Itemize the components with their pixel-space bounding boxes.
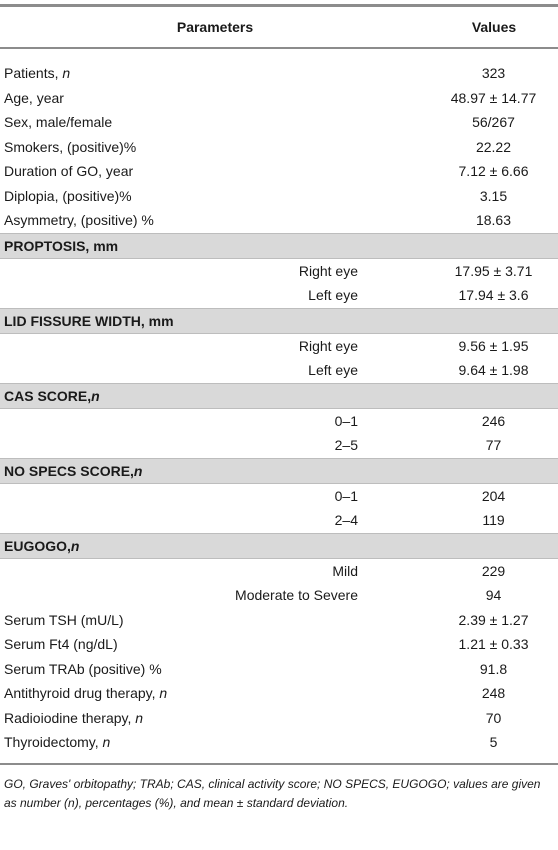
table-row: [0, 706, 558, 731]
row-value: 1.21 ± 0.33: [458, 636, 529, 653]
row-label: Diplopia, (positive)%: [4, 187, 132, 204]
row-label: Sex, male/female: [4, 114, 113, 131]
table-row: [0, 86, 558, 111]
table-row: [0, 159, 558, 184]
row-value: 246: [481, 412, 506, 429]
row-label: 2–4: [334, 512, 358, 529]
table-row: [0, 409, 558, 434]
table-row: [0, 632, 558, 657]
row-value: 91.8: [479, 660, 508, 677]
table-row: [0, 433, 558, 458]
row-value: 94: [485, 587, 502, 604]
row-label: Serum Ft4 (ng/dL): [4, 636, 118, 653]
table-row: [0, 657, 558, 682]
table-row: [0, 61, 558, 86]
table-footnote: GO, Graves' orbitopathy; TRAb; CAS, clinical activity score; NO SPECS, EUGOGO; values are given as number (n), percentages (%), and mean ± standard deviation.: [4, 776, 541, 810]
row-value: 2.39 ± 1.27: [458, 611, 529, 628]
row-label: Radioiodine therapy, n: [4, 709, 144, 726]
row-value: 17.94 ± 3.6: [458, 287, 529, 304]
table-row: [0, 334, 558, 359]
row-value: 204: [481, 487, 506, 504]
row-value: 56/267: [472, 114, 515, 131]
row-label: Serum TRAb (positive) %: [4, 660, 162, 677]
row-label: Left eye: [308, 362, 358, 379]
table-header: [0, 7, 558, 49]
row-value: 229: [481, 562, 506, 579]
row-label: 2–5: [334, 437, 358, 454]
table-row: [0, 559, 558, 584]
table-row: [0, 110, 558, 135]
row-value: 18.63: [475, 212, 512, 229]
row-label: Antithyroid drug therapy, n: [4, 685, 168, 702]
row-label: Left eye: [308, 287, 358, 304]
row-label: Moderate to Severe: [235, 587, 358, 604]
section-header-proptosis: PROPTOSIS, mm: [0, 233, 558, 259]
table-row: [0, 681, 558, 706]
row-value: 22.22: [475, 138, 512, 155]
row-label: Right eye: [298, 262, 358, 279]
row-label: Age, year: [4, 89, 64, 106]
row-value: 9.56 ± 1.95: [458, 337, 529, 354]
row-value: 3.15: [479, 187, 508, 204]
table-row: [0, 583, 558, 608]
table-row: [0, 608, 558, 633]
row-label: Right eye: [298, 337, 358, 354]
row-label: Asymmetry, (positive) %: [4, 212, 154, 229]
table-row: [0, 283, 558, 308]
row-value: 7.12 ± 6.66: [458, 163, 529, 180]
row-label: 0–1: [334, 412, 358, 429]
row-label: 0–1: [334, 487, 358, 504]
row-value: 48.97 ± 14.77: [450, 89, 537, 106]
row-label: Mild: [332, 562, 358, 579]
row-value: 17.95 ± 3.71: [454, 262, 533, 279]
table-row: [0, 484, 558, 509]
row-value: 77: [485, 437, 502, 454]
row-value: 70: [485, 709, 502, 726]
table-row: [0, 135, 558, 160]
header-values: Values: [471, 19, 517, 35]
row-label: Thyroidectomy, n: [4, 734, 111, 751]
table-row: [0, 508, 558, 533]
section-header-no-specs-score: NO SPECS SCORE, n: [0, 458, 558, 484]
row-label: Serum TSH (mU/L): [4, 611, 124, 628]
row-value: 5: [489, 734, 498, 751]
row-value: 248: [481, 685, 506, 702]
section-header-eugogo: EUGOGO, n: [0, 533, 558, 559]
row-value: 119: [482, 512, 505, 529]
row-label: Duration of GO, year: [4, 163, 134, 180]
table-row: [0, 259, 558, 284]
row-value: 323: [481, 65, 506, 82]
header-parameters: Parameters: [176, 19, 254, 35]
row-label: Patients, n: [4, 65, 71, 82]
section-header-lid-fissure: LID FISSURE WIDTH, mm: [0, 308, 558, 334]
section-header-cas-score: CAS SCORE, n: [0, 383, 558, 409]
table-row: [0, 184, 558, 209]
table-row: [0, 730, 558, 755]
table-row: [0, 208, 558, 233]
table-row: [0, 358, 558, 383]
row-value: 9.64 ± 1.98: [458, 362, 529, 379]
row-label: Smokers, (positive)%: [4, 138, 137, 155]
